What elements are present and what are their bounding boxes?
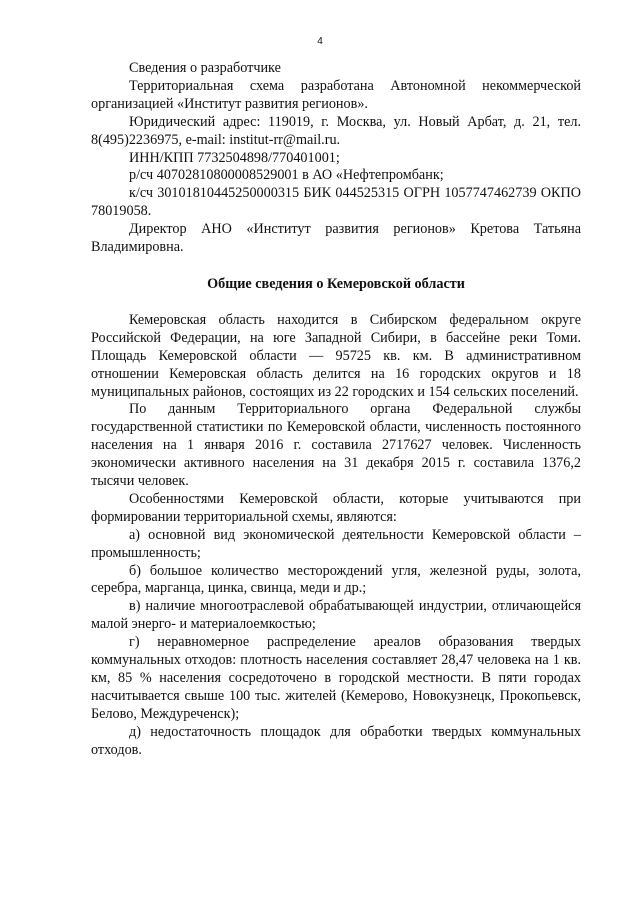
section-paragraph-3: Особенностями Кемеровской области, которые учитываются при формировании территориальной схемы, являются: (91, 490, 581, 525)
developer-account: р/сч 40702810800008529001 в АО «Нефтепромбанк; (129, 167, 444, 184)
section-paragraph-1: Кемеровская область находится в Сибирском федеральном округе Российской Федерации, на юге Западной Сибири, в бассейне реки Томи. Площадь Кемеровской области — 95725 кв. км. В административном отношении Кемеровская область делится на 16 городских округов и 18 муниципальных районов, состоящих из 22 городских и 154 сельских поселений. (91, 311, 581, 400)
section-heading: Общие сведения о Кемеровской области (207, 275, 465, 292)
section-paragraph-2: По данным Территориального органа Федеральной службы государственной статистики по Кемеровской области, численность постоянного населения на 1 января 2016 г. составила 2717627 человек. Численность экономически активного населения на 31 декабря 2015 г. составила 1376,2 тысячи человек. (91, 401, 581, 490)
developer-corr-account: к/сч 30101810445250000315 БИК 044525315 ОГРН 1057747462739 ОКПО 78019058. (91, 185, 581, 220)
list-item-e: д) недостаточность площадок для обработки твердых коммунальных отходов. (91, 723, 581, 758)
developer-intro: Территориальная схема разработана Автономной некоммерческой организацией «Институт развития регионов». (91, 77, 581, 112)
list-item-d: г) неравномерное распределение ареалов образования твердых коммунальных отходов: плотность населения составляет 28,47 человека на 1 кв. км, 85 % населения сосредоточено в городской местности. В пяти городах насчитывается свыше 100 тыс. жителей (Кемерово, Новокузнецк, Прокопьевск, Белово, Междуреченск); (91, 634, 581, 722)
list-item-c: в) наличие многоотраслевой обрабатывающей индустрии, отличающейся малой энерго- и материалоемкостью; (91, 598, 581, 633)
developer-address: Юридический адрес: 119019, г. Москва, ул. Новый Арбат, д. 21, тел. 8(495)2236975, e-mail: institut-rr@mail.ru. (91, 113, 581, 148)
developer-title: Сведения о разработчике (129, 60, 281, 76)
page-content (91, 60, 581, 760)
developer-inn: ИНН/КПП 7732504898/770401001; (129, 149, 340, 166)
list-item-b: б) большое количество месторождений угля, железной руды, золота, серебра, марганца, цинка, свинца, меди и др.; (91, 562, 581, 597)
page-number: 4 (317, 36, 323, 47)
list-item-a: а) основной вид экономической деятельности Кемеровской области – промышленность; (91, 526, 581, 561)
developer-director: Директор АНО «Институт развития регионов» Кретова Татьяна Владимировна. (91, 221, 581, 256)
